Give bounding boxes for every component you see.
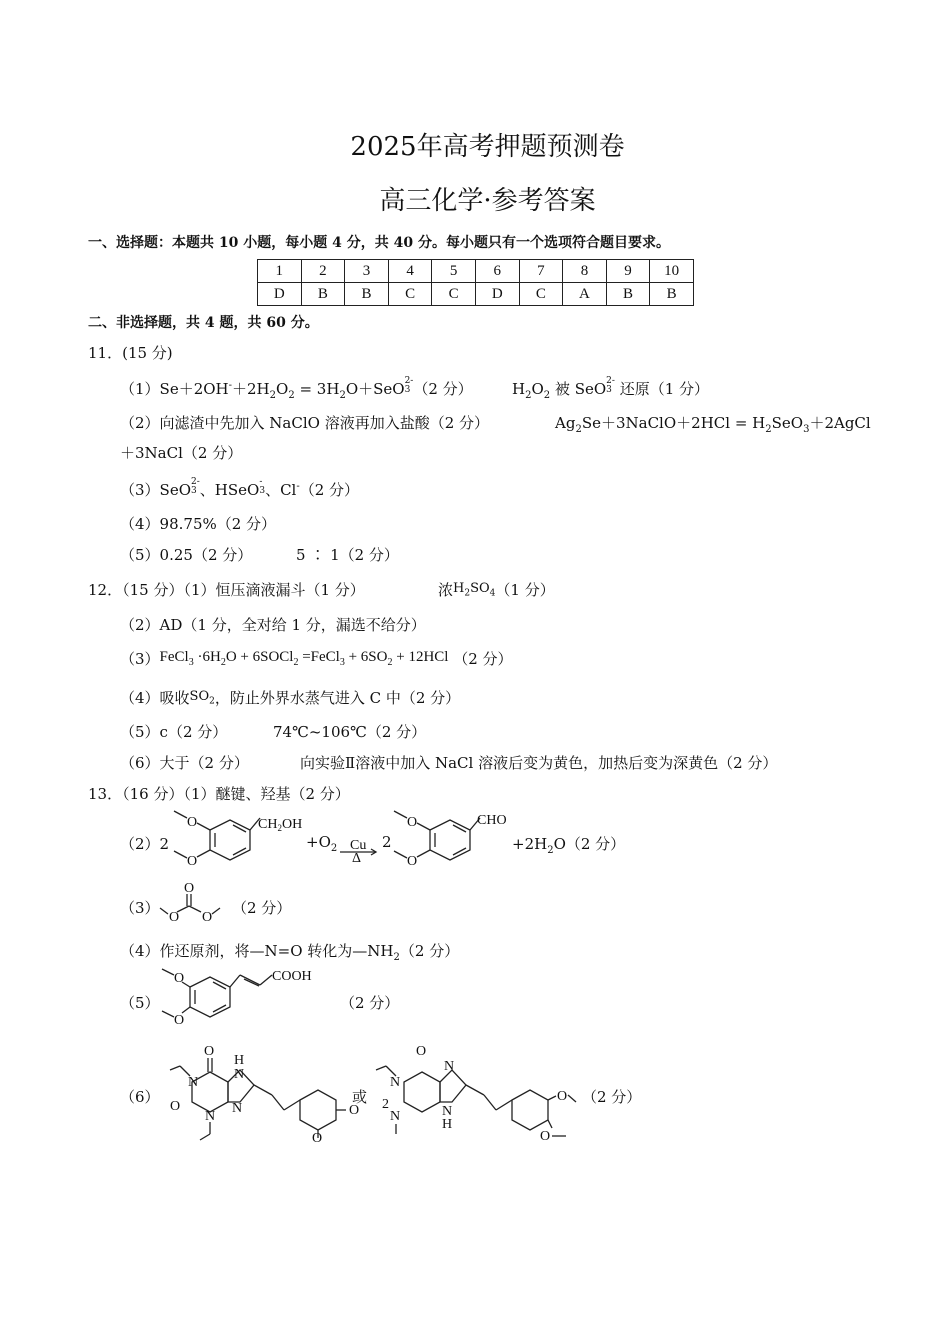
answer-table-number-row	[258, 260, 694, 283]
xanthine-structure-one	[160, 1040, 360, 1145]
q12-part3	[120, 648, 513, 669]
answer-letter: C	[519, 283, 563, 306]
q13-part5-label: （5）	[120, 994, 160, 1012]
svg-text:O: O	[204, 1044, 215, 1059]
q13-part2-coef: （2）2	[120, 835, 170, 853]
answer-table-answer-row	[258, 283, 694, 306]
svg-text:O: O	[349, 1103, 360, 1118]
answer-number: 8	[563, 260, 607, 283]
svg-text:H: H	[234, 1053, 245, 1068]
q11-part1-right: $H_2O_2$ 被 SeO 2- 3 还原（1 分）	[512, 376, 710, 401]
q13-part3-points: （2 分）	[232, 899, 292, 917]
svg-text:O: O	[170, 1099, 181, 1114]
q11-part3-text: （3）SeO	[120, 481, 191, 499]
answer-number: 6	[475, 260, 519, 283]
section-one-heading: 一、选择题：本题共 10 小题，每小题 4 分，共 40 分。每小题只有一个选项符合题目要求。	[88, 235, 670, 251]
answer-letter: B	[650, 283, 694, 306]
svg-text:O: O	[169, 910, 180, 925]
svg-text:Cu: Cu	[350, 838, 367, 853]
svg-text:O: O	[407, 815, 418, 830]
svg-text:N: N	[390, 1109, 401, 1124]
answer-letter: C	[432, 283, 476, 306]
answer-number: 1	[258, 260, 302, 283]
q13-part2-oxygen	[306, 833, 337, 854]
q12-part1-acid: 浓$H_2SO_4(1$ 分）	[438, 581, 555, 599]
svg-text:N: N	[205, 1109, 216, 1124]
svg-text:CH2OH: $CH_2OH$	[258, 817, 303, 833]
product-structure	[380, 810, 530, 870]
q13-part2-text: O（2 分）	[553, 835, 626, 853]
q12-part3-text: （3）	[120, 650, 160, 668]
svg-text:2: 2	[382, 1097, 389, 1112]
svg-text:N: N	[444, 1059, 455, 1074]
q11-part1-text: （1）Se＋2OH	[120, 380, 229, 398]
superscript: -	[228, 380, 233, 391]
page-subtitle: 高三化学·参考答案	[379, 186, 596, 216]
q12-part5-temp: 74℃~106℃（2 分）	[273, 723, 427, 741]
svg-text:O: O	[416, 1044, 427, 1059]
q12-part1-acid-text: 浓	[438, 581, 454, 599]
q13-part4-text: （4）作还原剂，将—N=O 转化为—NH	[120, 942, 394, 960]
q12-part4: （4）吸收$SO_2$，防止外界水蒸气进入 C 中（2 分）	[120, 689, 461, 707]
svg-text:O: O	[174, 1013, 185, 1028]
answer-number: 4	[388, 260, 432, 283]
q11-part2-equation: $Ag_2Se+3NaClO+2HCl$ = $H_2SeO_3+2AgCl$	[555, 414, 871, 435]
reactant-structure	[160, 810, 310, 870]
answer-table	[257, 259, 694, 306]
q13-part2-text: +O	[306, 833, 331, 851]
svg-text:O: O	[312, 1131, 323, 1146]
q12-part4-text: （4）吸收	[120, 689, 190, 707]
svg-text:O: O	[407, 854, 418, 869]
answer-letter: C	[388, 283, 432, 306]
q12-part4-text: ，防止外界水蒸气进入 C 中（2 分）	[214, 689, 461, 707]
answer-letter: B	[606, 283, 650, 306]
q11-part3-text: （2 分）	[299, 481, 360, 499]
svg-text:O: O	[187, 854, 198, 869]
svg-text:N: N	[234, 1067, 245, 1082]
q11-part1-text: O＋SeO	[345, 380, 405, 398]
answer-letter: A	[563, 283, 607, 306]
svg-text:N: N	[390, 1075, 401, 1090]
reaction-arrow	[336, 838, 380, 866]
q12-part5: （5）c（2 分）	[120, 723, 228, 741]
q12-part3-equation: FeCl$_3$ $\cdot 6H_2O$ + 6SOCl$_2$ =FeCl$_3$ + $6SO_2 + 12HCl$	[159, 649, 449, 668]
q13-part5-points: （2 分）	[340, 994, 400, 1012]
q13-part2-coef2: 2	[382, 833, 392, 851]
section-two-heading: 二、非选择题，共 4 题，共 60 分。	[88, 315, 319, 331]
answer-number: 3	[345, 260, 389, 283]
q12-part1-acid-text: （1 分）	[495, 581, 555, 599]
svg-text:CHO: CHO	[477, 813, 507, 828]
q12-part3-text: （2 分）	[453, 650, 513, 668]
q11-part1-text: ＋2H	[232, 380, 270, 398]
q11-part1-text: O	[276, 380, 289, 398]
xanthine-structure-two	[372, 1040, 582, 1145]
answer-number: 10	[650, 260, 694, 283]
q11-part1-right-text: H	[512, 380, 526, 398]
q13-part2-water: $+2H_2O(2$ 分）	[512, 835, 626, 856]
q11-part5: （5）0.25（2 分）	[120, 546, 253, 564]
svg-text:O: O	[540, 1129, 551, 1144]
svg-text:O: O	[557, 1089, 568, 1104]
q12-part6-explanation: 向实验Ⅱ溶液中加入 NaCl 溶液后变为黄色，加热后变为深黄色（2 分）	[300, 754, 778, 772]
q12-part2: （2）AD（1 分，全对给 1 分，漏选不给分）	[120, 616, 426, 634]
answer-letter: D	[475, 283, 519, 306]
q11-part3-text: 、Cl	[265, 481, 297, 499]
svg-text:N: N	[232, 1101, 243, 1116]
svg-text:H: H	[442, 1117, 453, 1132]
answer-letter: B	[301, 283, 345, 306]
carbonate-structure	[160, 880, 240, 925]
q11-part4: （4）98.75%（2 分）	[120, 515, 277, 533]
svg-text:N: N	[442, 1104, 453, 1119]
answer-number: 7	[519, 260, 563, 283]
q11-part1-right-text: 还原（1 分）	[614, 380, 710, 398]
svg-text:O: O	[174, 971, 185, 986]
q13-part6-or: 或	[352, 1088, 368, 1106]
answer-letter: D	[258, 283, 302, 306]
equation-text: SeO	[771, 414, 804, 432]
q11-part1-right-text: 被 SeO	[550, 380, 607, 398]
q11-part5-ratio: 5 ∶ 1（2 分）	[296, 546, 399, 564]
q13-part2-text: +2H	[512, 835, 548, 853]
page-title: 2025年高考押题预测卷	[350, 132, 625, 162]
svg-text:COOH: COOH	[272, 969, 312, 984]
q11-part2: （2）向滤渣中先加入 NaClO 溶液再加入盐酸（2 分）	[120, 414, 490, 432]
cinnamic-acid-structure	[160, 965, 340, 1029]
q11-part3: （3）SeO 2- 3 、HSeO - 3 、Cl-（2 分）	[120, 477, 360, 499]
equation-text: ＋2AgCl	[809, 414, 871, 432]
q13-part4-text: （2 分）	[399, 942, 460, 960]
svg-text:Δ: Δ	[352, 851, 362, 866]
q13-part6-label: （6）	[120, 1088, 160, 1106]
q11-part1-points: （2 分）	[413, 380, 473, 398]
q12-part6: （6）大于（2 分）	[120, 754, 249, 772]
q11-heading: 11．(15 分)	[88, 344, 173, 362]
answer-number: 9	[606, 260, 650, 283]
svg-text:N: N	[188, 1075, 199, 1090]
q11-part2-cont: ＋3NaCl（2 分）	[120, 444, 243, 462]
q11-part1-text: = 3H	[294, 380, 340, 398]
q13-part6-points: （2 分）	[582, 1088, 642, 1106]
subscript: 2	[330, 843, 338, 854]
q13-part3-label: （3）	[120, 899, 160, 917]
q13-part4: （4）作还原剂，将—N=O 转化为$—NH_2(2$ 分）	[120, 942, 460, 963]
answer-letter: B	[345, 283, 389, 306]
svg-text:O: O	[202, 910, 213, 925]
q11-part1-right-text: O	[531, 380, 544, 398]
svg-text:O: O	[184, 881, 195, 896]
q12-part1: 12．（15 分）（1）恒压滴液漏斗（1 分）	[88, 581, 365, 599]
equation-text: Ag	[555, 414, 576, 432]
svg-text:O: O	[187, 815, 198, 830]
q13-part1: 13．（16 分）（1）醚键、羟基（2 分）	[88, 785, 350, 803]
answer-number: 5	[432, 260, 476, 283]
answer-number: 2	[301, 260, 345, 283]
q11-part1: $(1)Se+2OH^-+2H_2O_2 = 3H_2O+SeO$ 2- 3 （2 分）	[120, 376, 473, 401]
equation-text: Se＋3NaClO＋2HCl = H	[581, 414, 766, 432]
q11-part3-text: 、HSeO	[199, 481, 260, 499]
